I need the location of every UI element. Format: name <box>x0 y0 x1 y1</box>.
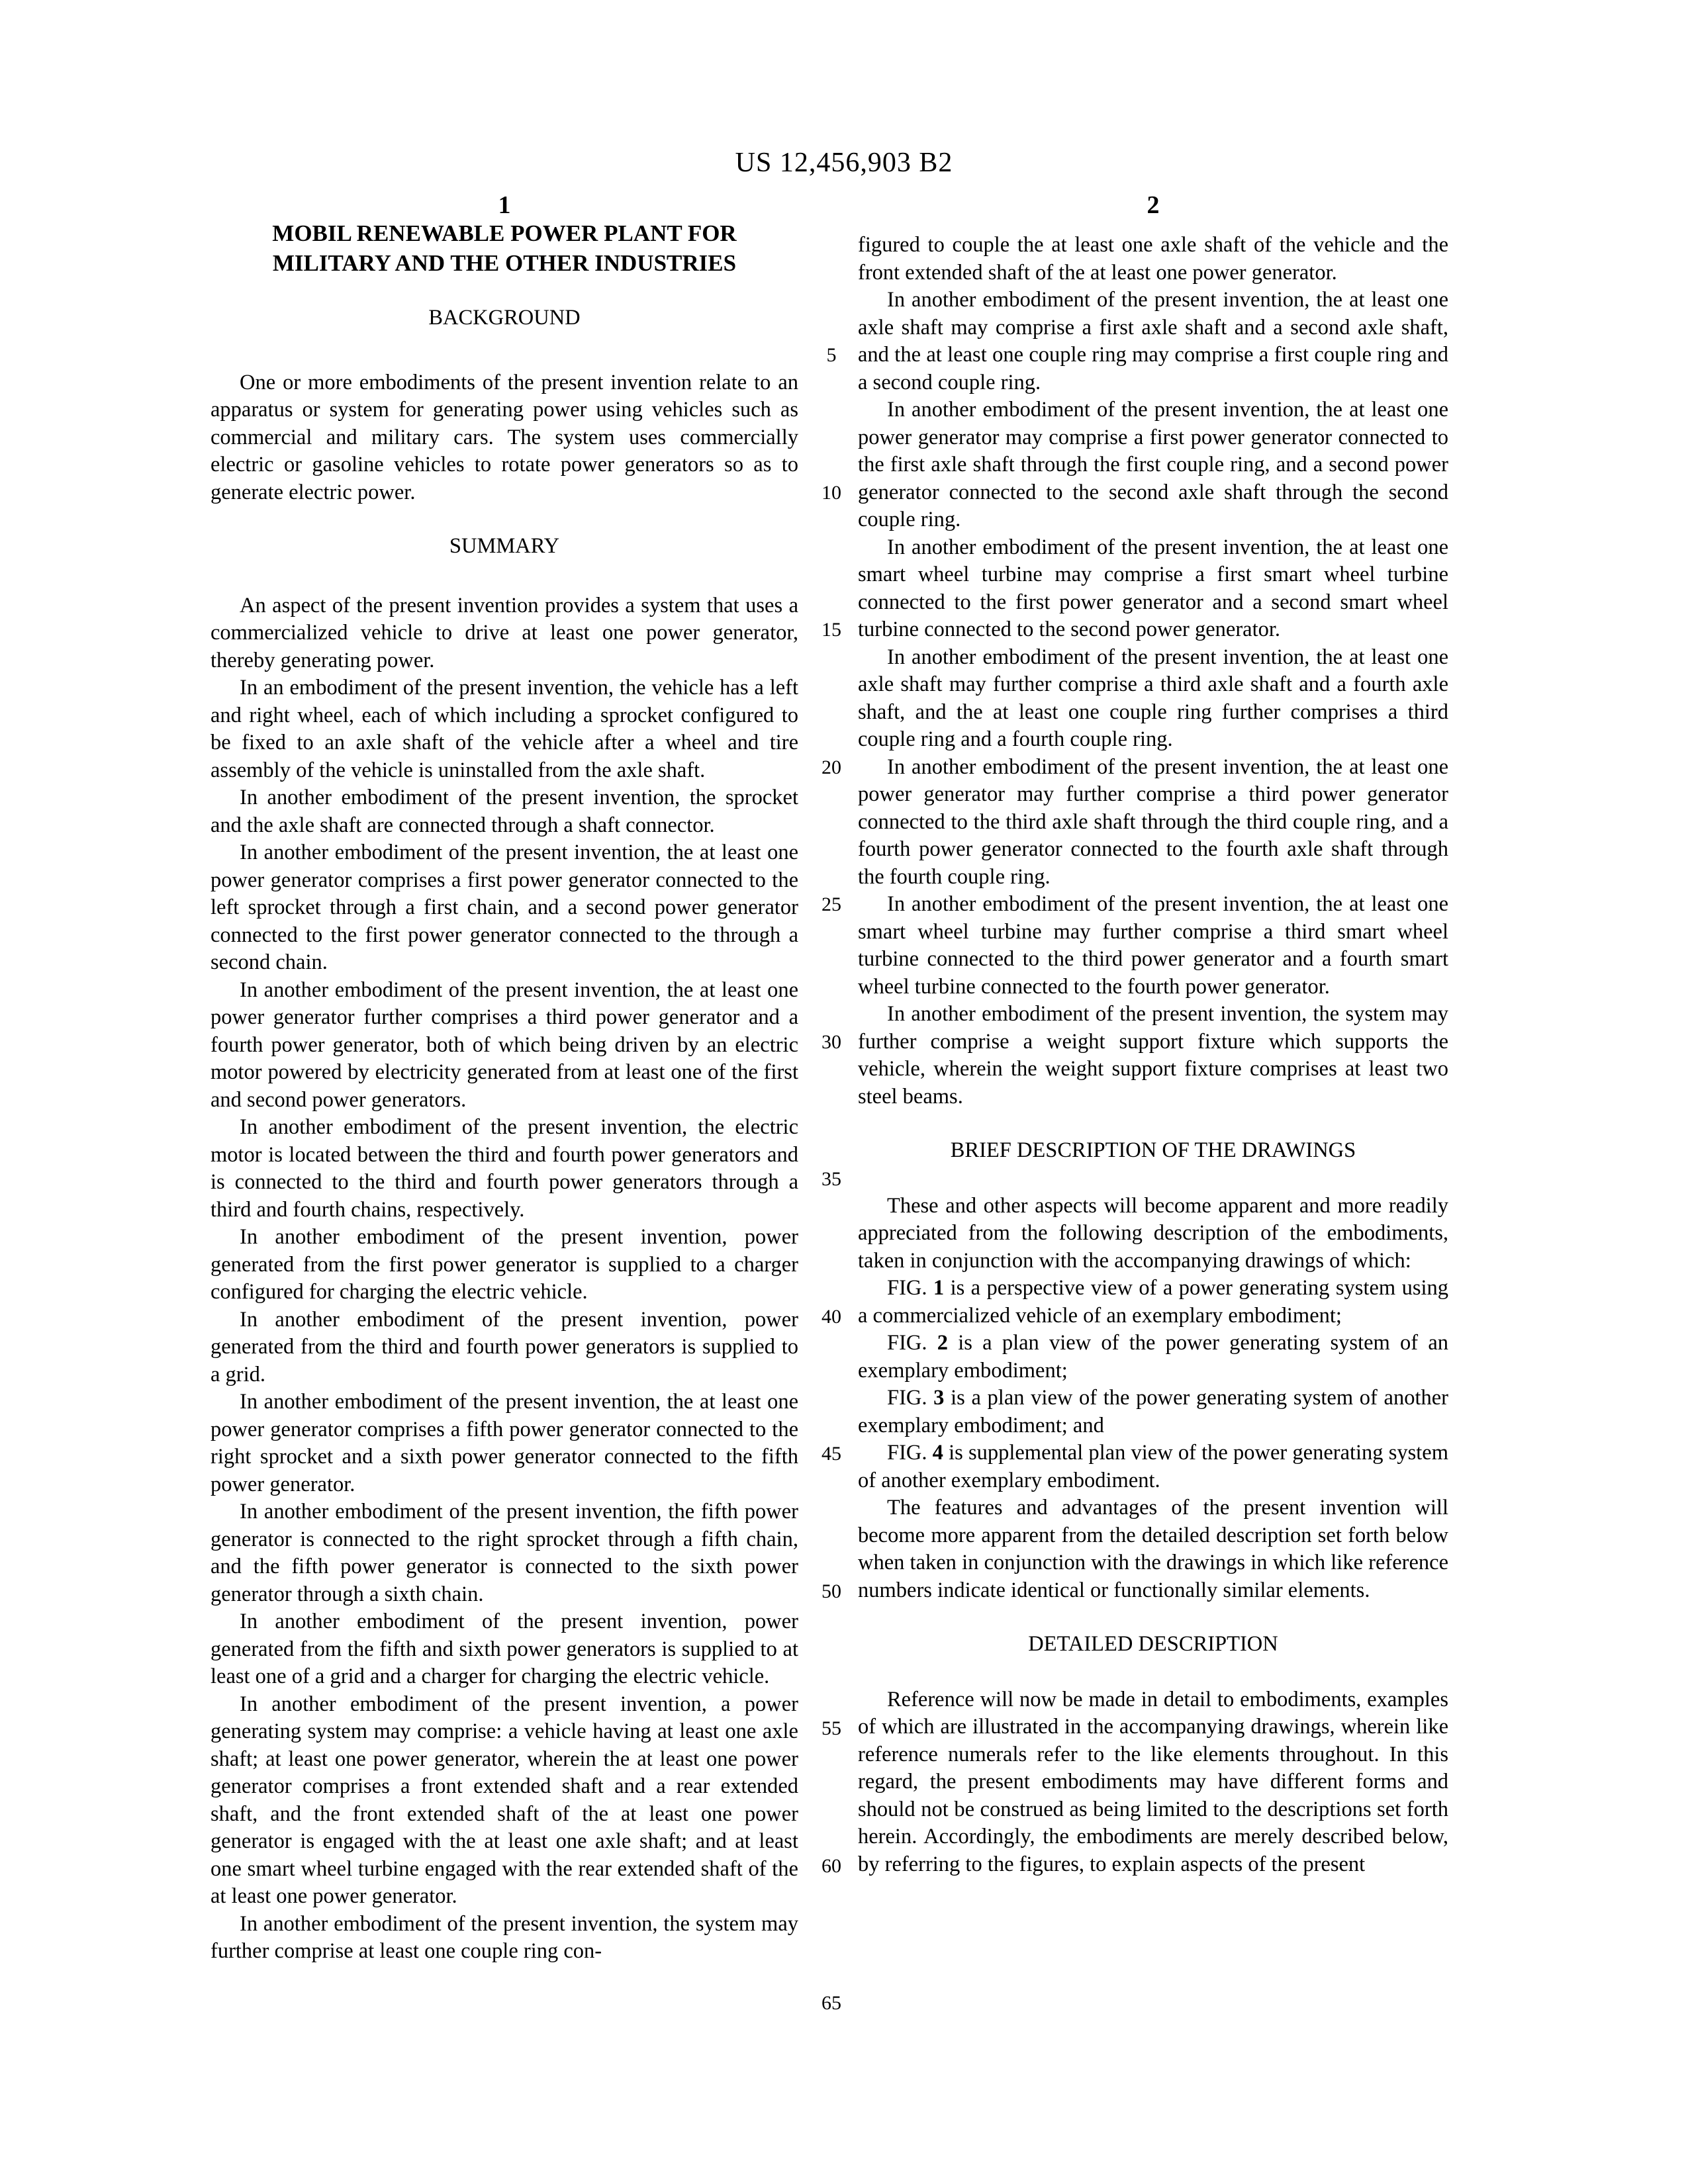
invention-title: MOBIL RENEWABLE POWER PLANT FOR MILITARY AND THE OTHER INDUSTRIES <box>272 220 737 276</box>
figure-description <box>858 1385 1448 1439</box>
paragraph: An aspect of the present invention provides a system that uses a commercialized vehicle to drive at least one power generator, thereby generating power. <box>211 593 798 672</box>
paragraph: In another embodiment of the present invention, the at least one power generator comprises a first power generator connected to the left sprocket through a first chain, and a second power generator connected to the first power generator connected to the through a second chain. <box>211 841 798 974</box>
paragraph: In another embodiment of the present invention, power generated from the first power generator is supplied to a charger configured for charging the electric vehicle. <box>211 1225 798 1304</box>
paragraph: In another embodiment of the present invention, the at least one axle shaft may comprise a first axle shaft and a second axle shaft, and the at least one couple ring may comprise a first couple ring and a second couple ring. <box>858 288 1448 394</box>
paragraph: One or more embodiments of the present invention relate to an apparatus or system for generating power using vehicles such as commercial and military cars. The system uses commercially electric or gasoline vehicles to rotate power generators so as to generate electric power. <box>211 370 798 504</box>
figure-text: is a plan view of the power generating system of another exemplary embodiment; and <box>858 1386 1448 1437</box>
section-heading-drawings: BRIEF DESCRIPTION OF THE DRAWINGS <box>950 1138 1356 1162</box>
line-number: 45 <box>821 1443 841 1465</box>
paragraph: In another embodiment of the present invention, the at least one power generator may comprise a first power generator connected to the first axle shaft through the first couple ring, and a second power generator connected to the second axle shaft through the second couple ring. <box>858 398 1448 531</box>
paragraph: In another embodiment of the present invention, the at least one axle shaft may further comprise a third axle shaft and a fourth axle shaft, and the at least one couple ring further comprises a third couple ring and a fourth couple ring. <box>858 645 1448 751</box>
paragraph: figured to couple the at least one axle shaft of the vehicle and the front extended shaft of the at least one power generator. <box>858 233 1448 285</box>
figure-prefix: FIG. <box>887 1331 927 1355</box>
figure-prefix: FIG. <box>887 1386 927 1410</box>
figure-prefix: FIG. <box>887 1441 927 1465</box>
paragraph: In another embodiment of the present invention, power generated from the third and fourth power generators is supplied to a grid. <box>211 1307 798 1387</box>
figure-prefix: FIG. <box>887 1276 927 1300</box>
figure-number: 1 <box>933 1276 945 1300</box>
figure-number: 4 <box>932 1441 943 1465</box>
figure-description <box>858 1275 1448 1330</box>
paragraph: In another embodiment of the present invention, a power generating system may comprise: a vehicle having at least one axle shaft; at least one power generator, wherein the at least one power generator comprises a front extended shaft and a rear extended shaft, and the front extended shaft of the at least one power generator is engaged with the at least one axle shaft; and at least one smart wheel turbine engaged with the rear extended shaft of the at least one power generator. <box>211 1692 798 1908</box>
line-number: 55 <box>821 1717 841 1739</box>
line-number: 50 <box>821 1580 841 1602</box>
line-number-gutter <box>802 0 861 2184</box>
patent-number: US 12,456,903 B2 <box>735 148 953 178</box>
paragraph: In another embodiment of the present invention, the system may further comprise a weight support fixture which supports the vehicle, wherein the weight support fixture comprises at least two steel beams. <box>858 1002 1448 1109</box>
paragraph: In another embodiment of the present invention, power generated from the fifth and sixth power generators is supplied to at least one of a grid and a charger for charging the electric vehicle. <box>211 1610 798 1688</box>
section-heading-detailed-description: DETAILED DESCRIPTION <box>1028 1632 1278 1656</box>
column-number-right: 2 <box>1147 191 1160 219</box>
figure-description <box>858 1330 1448 1385</box>
column-number-left: 1 <box>498 191 511 219</box>
figure-number: 2 <box>937 1331 948 1355</box>
paragraph: In another embodiment of the present invention, the at least one smart wheel turbine may comprise a first smart wheel turbine connected to the first power generator and a second smart wheel turbine connected to the second power generator. <box>858 535 1448 641</box>
line-number: 60 <box>821 1854 841 1877</box>
section-heading-background: BACKGROUND <box>428 306 581 330</box>
paragraph: In another embodiment of the present invention, the fifth power generator is connected to the right sprocket through a fifth chain, and the fifth power generator is connected to the sixth power generator through a sixth chain. <box>211 1500 798 1606</box>
paragraph: In another embodiment of the present invention, the sprocket and the axle shaft are connected through a shaft connector. <box>211 786 798 837</box>
figure-description <box>858 1439 1448 1494</box>
line-number: 15 <box>821 619 841 641</box>
left-column <box>211 218 798 1966</box>
figure-text: is supplemental plan view of the power generating system of another exemplary embodiment. <box>858 1441 1448 1492</box>
paragraph: In another embodiment of the present invention, the electric motor is located between the third and fourth power generators and is connected to the third and fourth power generators through a third and fourth chains, respectively. <box>211 1115 798 1222</box>
paragraph: In an embodiment of the present invention, the vehicle has a left and right wheel, each of which including a sprocket configured to be fixed to an axle shaft of the vehicle after a wheel and tire assembly of the vehicle is uninstalled from the axle shaft. <box>211 676 798 782</box>
line-number: 35 <box>821 1168 841 1190</box>
line-number: 5 <box>826 344 837 366</box>
paragraph: Reference will now be made in detail to embodiments, examples of which are illustrated in the accompanying drawings, wherein like reference numerals refer to the like elements throughout. In this regard, the present embodiments may have different forms and should not be construed as being limited to the descriptions set forth herein. Accordingly, the embodiments are merely described below, by referring to the figures, to explain aspects of the present <box>858 1687 1448 1876</box>
paragraph: In another embodiment of the present invention, the at least one power generator may further comprise a third power generator connected to the third axle shaft through the third couple ring, and a fourth power generator connected to the fourth axle shaft through the fourth couple ring. <box>858 754 1448 889</box>
paragraph: In another embodiment of the present invention, the at least one power generator comprises a fifth power generator connected to the right sprocket and a sixth power generator connected to the fifth power generator. <box>211 1390 798 1496</box>
right-column <box>858 232 1448 1878</box>
paragraph: These and other aspects will become apparent and more readily appreciated from the following description of the embodiments, taken in conjunction with the accompanying drawings of which: <box>858 1193 1448 1273</box>
figure-number: 3 <box>933 1386 945 1410</box>
paragraph: The features and advantages of the present invention will become more apparent from the detailed description set forth below when taken in conjunction with the drawings in which like reference numbers indicate identical or functionally similar elements. <box>858 1496 1448 1602</box>
paragraph: In another embodiment of the present invention, the at least one power generator further comprises a third power generator and a fourth power generator, both of which being driven by an electric motor powered by electricity generated from at least one of the first and second power generators. <box>211 978 798 1112</box>
section-heading-summary: SUMMARY <box>449 534 560 558</box>
paragraph: In another embodiment of the present invention, the system may further comprise at least one couple ring con- <box>211 1911 798 1963</box>
figure-text: is a perspective view of a power generating system using a commercialized vehicle of an exemplary embodiment; <box>858 1276 1449 1328</box>
figure-text: is a plan view of the power generating system of an exemplary embodiment; <box>858 1331 1449 1383</box>
line-number: 65 <box>821 1992 841 2014</box>
line-number: 40 <box>821 1305 841 1328</box>
line-number: 25 <box>821 893 841 915</box>
line-number: 30 <box>821 1030 841 1053</box>
paragraph: In another embodiment of the present invention, the at least one smart wheel turbine may further comprise a third smart wheel turbine connected to the third power generator and a fourth smart wheel turbine connected to the fourth power generator. <box>858 892 1448 999</box>
line-number: 10 <box>821 481 841 504</box>
line-number: 20 <box>821 756 841 778</box>
